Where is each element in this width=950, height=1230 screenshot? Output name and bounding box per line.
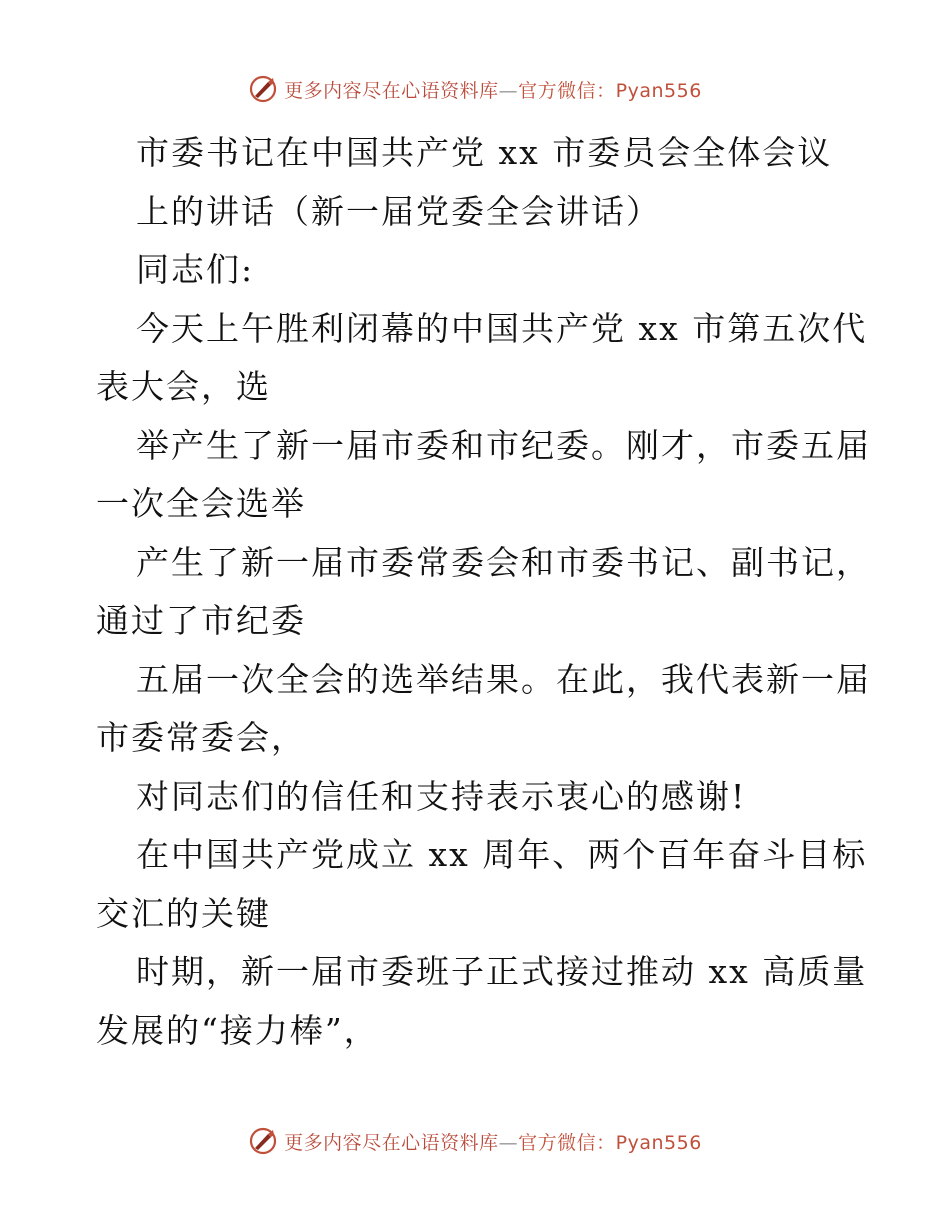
text-line: 表大会，选 [96,367,271,406]
header-banner [0,72,950,106]
text-line: 对同志们的信任和支持表示衷心的感谢! [136,776,747,816]
text-line: 市委书记在中国共产党 xx 市委员会全体会议 [136,133,833,172]
document-body [96,124,871,1060]
quill-logo-icon [248,1126,278,1156]
text-line: 交汇的关键 [96,893,271,933]
text-line: 时期，新一届市委班子正式接过推动 xx 高质量 [136,952,868,991]
banner-text: 更多内容尽在心语资料库—官方微信：Pyan556 [284,1131,702,1154]
banner-text: 更多内容尽在心语资料库—官方微信：Pyan556 [284,79,702,102]
text-line: 今天上午胜利闭幕的中国共产党 xx 市第五次代 [136,308,868,348]
text-line: 上的讲话（新一届党委全会讲话） [136,191,661,231]
text-line: 举产生了新一届市委和市纪委。刚才，市委五届 [136,425,871,465]
text-line: 通过了市纪委 [96,601,306,640]
text-line: 同志们: [136,250,255,289]
text-line: 在中国共产党成立 xx 周年、两个百年奋斗目标 [136,835,868,874]
text-line: 五届一次全会的选举结果。在此，我代表新一届 [136,659,871,699]
text-line: 一次全会选举 [96,484,306,523]
text-line: 发展的“接力棒”， [96,1010,379,1050]
text-line: 市委常委会， [96,718,306,757]
footer-banner [0,1124,950,1158]
text-line: 产生了新一届市委常委会和市委书记、副书记， [136,542,871,582]
quill-logo-icon [248,74,278,104]
